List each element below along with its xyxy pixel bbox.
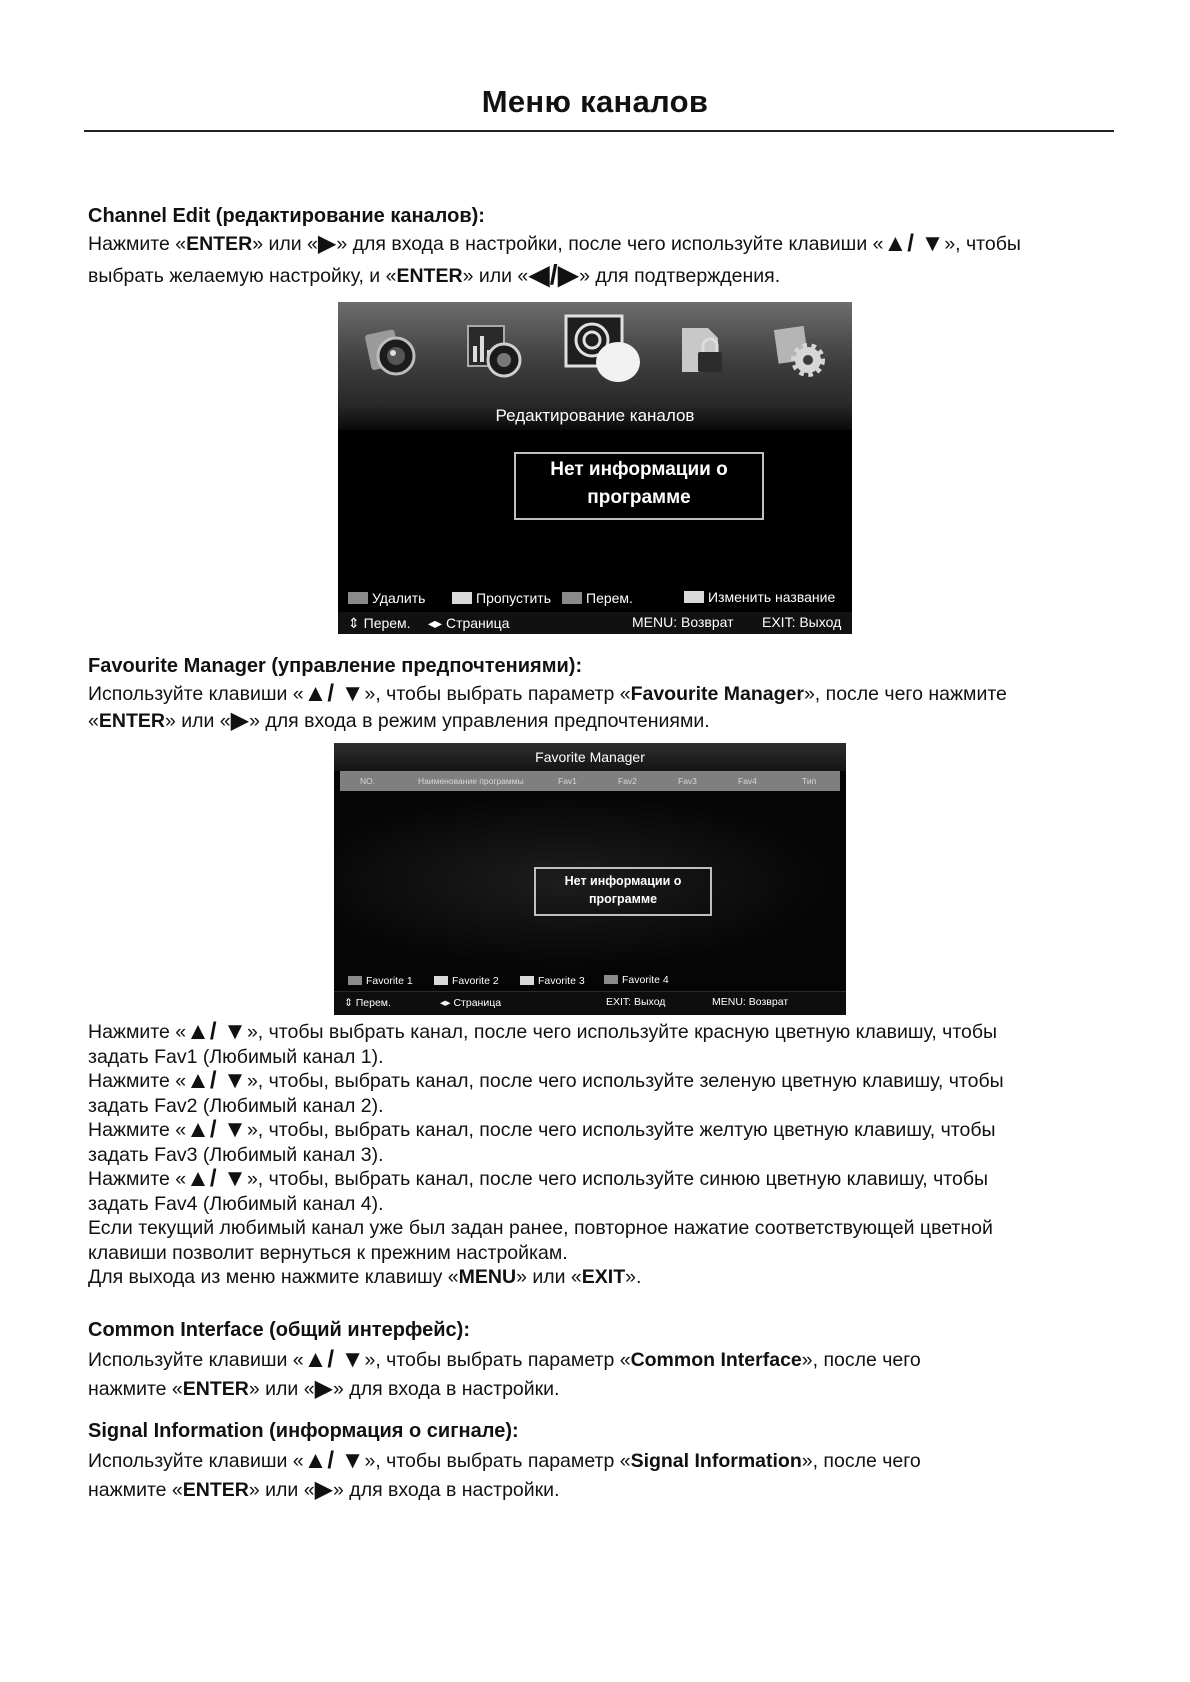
right-arrow-icon: ▶ <box>314 1475 334 1503</box>
hint-menu-back: MENU: Возврат <box>712 996 789 1008</box>
favourite-manager-section <box>88 654 1118 734</box>
instruction-fav1-detail: задать Fav1 (Любимый канал 1). <box>88 1045 384 1068</box>
right-arrow-icon: ▶ <box>230 706 250 734</box>
legend-rename: Изменить название <box>684 589 835 605</box>
color-key-swatch <box>348 592 368 604</box>
hint-exit: EXIT: Выход <box>606 996 666 1008</box>
no-info-box: Нет информации о программе <box>534 867 712 916</box>
instruction-exit: Для выхода из меню нажмите клавишу «MENU» или «EXIT». <box>88 1266 642 1288</box>
up-down-arrows-icon: ▲/ ▼ <box>186 1018 247 1045</box>
instruction-fav2-detail: задать Fav2 (Любимый канал 2). <box>88 1094 384 1117</box>
common-interface-line1: Используйте клавиши «▲/ ▼», чтобы выбрать параметр «Common Interface», после чего <box>88 1345 921 1373</box>
column-header: Fav3 <box>678 776 697 786</box>
column-header: Fav4 <box>738 776 757 786</box>
up-down-arrows-icon: ▲/ ▼ <box>186 1067 247 1094</box>
instruction-fav3: Нажмите «▲/ ▼», чтобы, выбрать канал, после чего используйте желтую цветную клавишу, чтобы <box>88 1116 996 1143</box>
instruction-fav3-detail: задать Fav3 (Любимый канал 3). <box>88 1143 384 1166</box>
legend-skip: Пропустить <box>452 590 551 606</box>
column-header: Наименование программы <box>418 776 524 786</box>
up-down-arrows-icon: ▲/ ▼ <box>186 1116 247 1143</box>
channel-edit-line1: Нажмите «ENTER» или «▶» для входа в настройки, после чего используйте клавиши «▲/ ▼», чтобы <box>88 229 1021 257</box>
instruction-fav1: Нажмите «▲/ ▼», чтобы выбрать канал, после чего используйте красную цветную клавишу, чтобы <box>88 1018 998 1045</box>
hint-menu-back: MENU: Возврат <box>632 614 734 630</box>
column-header: NO. <box>360 776 376 786</box>
channel-edit-line2: выбрать желаемую настройку, и «ENTER» или «◀/▶» для подтверждения. <box>88 258 781 290</box>
left-right-arrows-icon: ◀/▶ <box>528 258 580 290</box>
common-interface-section <box>88 1318 1118 1402</box>
settings-gear-icon <box>770 322 830 380</box>
legend-delete: Удалить <box>348 590 425 606</box>
up-down-arrows-icon: ▲/ ▼ <box>303 1446 365 1474</box>
column-header: Fav2 <box>618 776 637 786</box>
color-key-swatch <box>604 975 618 984</box>
color-key-swatch <box>348 976 362 985</box>
satellite-dish-icon <box>564 314 642 386</box>
legend-favorite-2: Favorite 2 <box>434 975 499 987</box>
camera-icon <box>362 322 422 380</box>
left-right-icon: ◂▸ <box>428 615 446 631</box>
up-down-arrows-icon: ▲/ ▼ <box>303 679 365 707</box>
right-arrow-icon: ▶ <box>314 1374 334 1402</box>
hint-move: ⇕ Перем. <box>348 615 411 631</box>
favorite-manager-title: Favorite Manager <box>334 743 846 771</box>
column-header: Тип <box>802 776 817 786</box>
channel-edit-heading: Channel Edit (редактирование каналов): <box>88 205 485 227</box>
color-key-swatch <box>434 976 448 985</box>
color-key-swatch <box>684 591 704 603</box>
legend-favorite-3: Favorite 3 <box>520 975 585 987</box>
instruction-fav2: Нажмите «▲/ ▼», чтобы, выбрать канал, после чего используйте зеленую цветную клавишу, чтобы <box>88 1067 1004 1094</box>
favourite-heading: Favourite Manager (управление предпочтениями): <box>88 655 583 677</box>
hint-page: ◂▸ Страница <box>428 615 510 631</box>
instruction-repeat: Если текущий любимый канал уже был задан ранее, повторное нажатие соответствующей цветной <box>88 1217 993 1239</box>
signal-information-heading: Signal Information (информация о сигнале): <box>88 1420 519 1442</box>
instruction-fav4: Нажмите «▲/ ▼», чтобы, выбрать канал, после чего используйте синюю цветную клавишу, чтобы <box>88 1165 989 1192</box>
up-down-icon: ⇕ <box>344 997 356 1009</box>
up-down-icon: ⇕ <box>348 615 364 631</box>
menu-icon-bar <box>338 302 852 402</box>
no-info-box: Нет информации о программе <box>514 452 764 520</box>
instruction-repeat-detail: клавиши позволит вернуться к прежним настройкам. <box>88 1241 568 1264</box>
color-key-swatch <box>520 976 534 985</box>
column-header: Fav1 <box>558 776 577 786</box>
lock-icon <box>674 322 734 380</box>
up-down-arrows-icon: ▲/ ▼ <box>186 1165 247 1192</box>
color-key-swatch <box>562 592 582 604</box>
common-interface-heading: Common Interface (общий интерфейс): <box>88 1319 471 1341</box>
page-title: Меню каналов <box>481 84 709 119</box>
right-arrow-icon: ▶ <box>317 229 337 257</box>
favorite-instructions <box>88 1020 1118 1290</box>
favourite-line2: «ENTER» или «▶» для входа в режим управления предпочтениями. <box>88 706 710 734</box>
hint-move: ⇕ Перем. <box>344 997 391 1009</box>
up-down-arrows-icon: ▲/ ▼ <box>883 229 945 257</box>
left-right-icon: ◂▸ <box>440 997 454 1009</box>
channel-edit-section <box>88 204 1118 289</box>
legend-favorite-4: Favorite 4 <box>604 974 669 986</box>
up-down-arrows-icon: ▲/ ▼ <box>303 1345 365 1373</box>
hint-page: ◂▸ Страница <box>440 997 502 1009</box>
favorite-table-header <box>340 771 840 791</box>
favorite-manager-screenshot <box>334 743 846 1015</box>
equalizer-icon <box>464 322 524 380</box>
channel-edit-caption: Редактирование каналов <box>338 402 852 430</box>
color-key-swatch <box>452 592 472 604</box>
channel-edit-screenshot <box>338 302 852 634</box>
hint-exit: EXIT: Выход <box>762 614 842 630</box>
title-divider <box>84 130 1114 132</box>
signal-information-section <box>88 1419 1118 1503</box>
legend-move: Перем. <box>562 590 633 606</box>
favourite-line1: Используйте клавиши «▲/ ▼», чтобы выбрать параметр «Favourite Manager», после чего нажмите <box>88 679 1007 707</box>
legend-favorite-1: Favorite 1 <box>348 975 413 987</box>
common-interface-line2: нажмите «ENTER» или «▶» для входа в настройки. <box>88 1374 560 1402</box>
signal-information-line1: Используйте клавиши «▲/ ▼», чтобы выбрать параметр «Signal Information», после чего <box>88 1446 921 1474</box>
signal-information-line2: нажмите «ENTER» или «▶» для входа в настройки. <box>88 1475 560 1503</box>
instruction-fav4-detail: задать Fav4 (Любимый канал 4). <box>88 1192 384 1215</box>
